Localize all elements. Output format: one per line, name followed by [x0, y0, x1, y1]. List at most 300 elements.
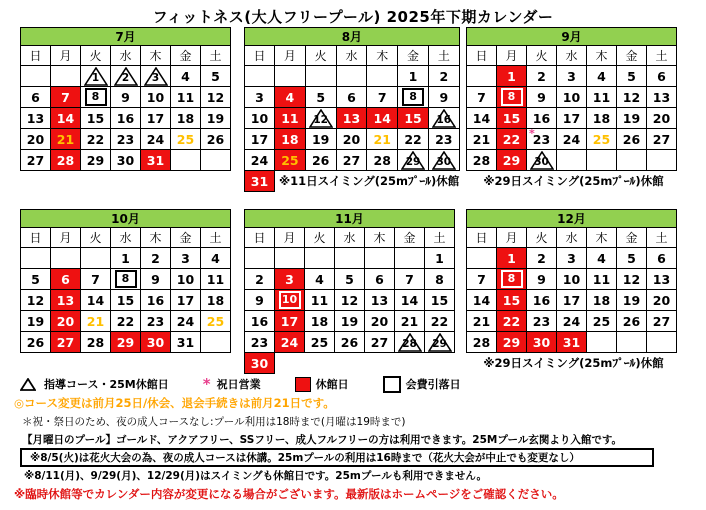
day-number: 23: [435, 131, 453, 147]
day-number: 11: [281, 110, 299, 126]
day-number: 14: [472, 292, 491, 308]
weekday-label: 土: [425, 228, 455, 248]
empty-cell: [275, 66, 306, 87]
day-number: 17: [562, 110, 581, 126]
day-cell: [587, 269, 617, 290]
day-cell: [467, 129, 497, 150]
note-swimming-closed: ※8/11(月)、9/29(月)、12/29(月)はスイミングも休館日です。25mプールも利用できません。: [24, 470, 487, 482]
day-number: 2: [255, 271, 264, 287]
empty-cell: [335, 248, 365, 269]
day-cell: [398, 87, 429, 108]
day-cell: [51, 150, 81, 171]
day-cell: [557, 248, 587, 269]
day-cell: [587, 108, 617, 129]
day-number: 15: [430, 292, 449, 308]
day-cell: [21, 108, 51, 129]
month-header: 12月: [467, 210, 677, 228]
legend-triangle-label: 指導コース・25M休館日: [44, 378, 169, 391]
day-cell: [557, 87, 587, 108]
weekday-label: 金: [395, 228, 425, 248]
empty-cell: [336, 66, 367, 87]
day-cell: [81, 269, 111, 290]
day-number: 12: [622, 89, 641, 105]
day-cell: [425, 311, 455, 332]
day-number: 1: [435, 250, 444, 266]
day-number: 28: [472, 152, 491, 168]
weekday-label: 日: [467, 46, 497, 66]
empty-cell: [617, 150, 647, 171]
day-cell: [275, 129, 306, 150]
day-cell: [617, 290, 647, 311]
day-cell: [497, 269, 527, 290]
day-number: 4: [181, 68, 190, 84]
day-number: 22: [430, 313, 449, 329]
day-number: 11: [592, 89, 611, 105]
day-number: 3: [151, 71, 160, 84]
day-cell: [201, 108, 231, 129]
day-number: 9: [151, 271, 160, 287]
day-number: 16: [146, 292, 165, 308]
day-cell: [497, 129, 527, 150]
day-number: 13: [342, 110, 361, 126]
weekday-label: 日: [21, 46, 51, 66]
day-cell: [81, 129, 111, 150]
month-header: 7月: [21, 28, 231, 46]
day-cell: [647, 269, 677, 290]
empty-cell: [171, 150, 201, 171]
day-number: 17: [280, 313, 299, 329]
weekday-label: 金: [171, 228, 201, 248]
weekday-label: 火: [305, 228, 335, 248]
day-number: 13: [26, 110, 45, 126]
day-number: 28: [373, 152, 391, 168]
day-cell: [51, 290, 81, 311]
day-number: 7: [477, 89, 486, 105]
day-number: 3: [567, 68, 576, 84]
day-number: 5: [627, 68, 636, 84]
day-number: 10: [279, 291, 301, 309]
day-cell: [336, 108, 367, 129]
day-cell: [201, 129, 231, 150]
day-number: 7: [61, 89, 70, 105]
weekday-label: 火: [527, 46, 557, 66]
day-cell: [425, 269, 455, 290]
day-number: 4: [597, 250, 606, 266]
day-cell: [305, 332, 335, 353]
day-cell: [395, 269, 425, 290]
day-cell: [201, 311, 231, 332]
day-number: 1: [507, 68, 516, 84]
day-number: 17: [250, 131, 269, 147]
day-number: 25: [206, 313, 225, 329]
day-number: 5: [316, 89, 326, 105]
day-cell: [395, 290, 425, 311]
empty-cell: [305, 66, 336, 87]
day-number: 29: [502, 152, 521, 168]
day-cell: [467, 108, 497, 129]
day-number: 8: [501, 88, 523, 106]
day-cell: [171, 66, 201, 87]
red-square-icon: [295, 377, 311, 392]
day-cell: [497, 87, 527, 108]
day-cell: [398, 150, 429, 171]
day-cell: [647, 129, 677, 150]
day-number: 17: [176, 292, 195, 308]
month-header: 10月: [21, 210, 231, 228]
day-cell: [365, 269, 395, 290]
day-cell: [335, 311, 365, 332]
day-number: 3: [285, 271, 294, 287]
day-number: 4: [597, 68, 606, 84]
day-cell: [141, 332, 171, 353]
day-number: 24: [176, 313, 195, 329]
day-cell: [141, 311, 171, 332]
day-number: 20: [652, 110, 671, 126]
legend: [20, 375, 495, 393]
day-cell: [527, 269, 557, 290]
day-number: 27: [370, 334, 389, 350]
day-cell: [305, 311, 335, 332]
day-cell: [51, 129, 81, 150]
day-number: 1: [507, 250, 516, 266]
day-cell: [81, 311, 111, 332]
day-cell: [245, 311, 275, 332]
month-calendar: [466, 209, 677, 374]
day-number: 12: [340, 292, 359, 308]
day-number: 29: [502, 334, 521, 350]
day-number: 7: [405, 271, 414, 287]
day-number: 12: [622, 271, 641, 287]
day-cell: [527, 66, 557, 87]
day-cell: [81, 87, 111, 108]
day-number: 27: [652, 131, 671, 147]
day-cell: [587, 87, 617, 108]
day-number: 31: [146, 152, 165, 168]
day-cell: [617, 269, 647, 290]
day-number: 22: [86, 131, 105, 147]
day-number: 7: [477, 271, 486, 287]
day-cell: [557, 129, 587, 150]
day-cell: [557, 332, 587, 353]
month-calendar: [244, 27, 460, 192]
day-number: 18: [310, 313, 329, 329]
day-cell: [335, 290, 365, 311]
day-cell: [111, 248, 141, 269]
day-number: 21: [472, 131, 491, 147]
day-cell: [81, 150, 111, 171]
day-cell: [21, 269, 51, 290]
day-number: 22: [116, 313, 135, 329]
day-cell: [201, 290, 231, 311]
day-number: 14: [56, 110, 75, 126]
weekday-label: 金: [171, 46, 201, 66]
weekday-label: 月: [275, 228, 305, 248]
note-monday-pool: 【月曜日のプール】ゴールド、アクアフリー、SSフリー、成人フルフリーの方は利用できます。25Mプール玄関より入館です。: [22, 434, 622, 446]
day-number: 19: [311, 131, 330, 147]
day-number: 1: [91, 71, 100, 84]
note-course-change: ◎コース変更は前月25日/休会、退会手続きは前月21日です。: [14, 396, 335, 410]
empty-cell: [21, 248, 51, 269]
day-cell: [21, 150, 51, 171]
day-number: 30: [146, 334, 165, 350]
day-number: 25: [592, 313, 611, 329]
day-number: 24: [562, 131, 581, 147]
day-number: 16: [436, 113, 452, 126]
month-header: 9月: [467, 28, 677, 46]
day-cell: [617, 311, 647, 332]
day-number: 31: [562, 334, 581, 350]
day-number: 2: [537, 250, 546, 266]
weekday-label: 土: [647, 228, 677, 248]
day-number: 9: [537, 271, 546, 287]
weekday-label: 木: [367, 46, 398, 66]
day-cell: [467, 332, 497, 353]
day-number: 6: [657, 68, 666, 84]
day-number: 13: [370, 292, 389, 308]
day-cell: [305, 290, 335, 311]
day-cell: [398, 108, 429, 129]
weekday-label: 火: [305, 46, 336, 66]
day-number: 6: [375, 271, 384, 287]
day-cell: [335, 269, 365, 290]
day-cell: [617, 248, 647, 269]
weekday-label: 金: [398, 46, 429, 66]
day-number: 15: [502, 292, 521, 308]
day-number: 23: [532, 313, 551, 329]
day-number: 31: [176, 334, 195, 350]
day-cell: [171, 87, 201, 108]
day-number: 20: [652, 292, 671, 308]
day-number: 9: [439, 89, 449, 105]
day-number: 16: [250, 313, 269, 329]
day-number: 30: [436, 155, 452, 168]
day-number: 18: [592, 110, 611, 126]
empty-cell: [201, 150, 231, 171]
day-cell: [81, 66, 111, 87]
day-cell: [335, 332, 365, 353]
day-cell: [428, 66, 459, 87]
day-cell: [111, 332, 141, 353]
day-number: 4: [285, 89, 295, 105]
day-cell: [201, 248, 231, 269]
day-number: 18: [176, 110, 195, 126]
empty-cell: [467, 66, 497, 87]
weekday-label: 日: [21, 228, 51, 248]
month-header: 11月: [245, 210, 455, 228]
day-cell: [141, 66, 171, 87]
day-number: 6: [61, 271, 70, 287]
day-cell: [275, 311, 305, 332]
day-number: 21: [472, 313, 491, 329]
day-cell: [587, 66, 617, 87]
day-cell: [467, 87, 497, 108]
weekday-label: 金: [617, 46, 647, 66]
day-number: 13: [652, 271, 671, 287]
day-cell: [428, 129, 459, 150]
day-number: 23: [116, 131, 135, 147]
day-number: 6: [31, 89, 40, 105]
day-number: 30: [534, 155, 549, 168]
day-number: 17: [562, 292, 581, 308]
day-cell: [617, 66, 647, 87]
empty-cell: [51, 66, 81, 87]
day-number: 16: [116, 110, 135, 126]
day-number: 10: [562, 89, 581, 105]
day-cell: [275, 150, 306, 171]
day-number: 5: [211, 68, 220, 84]
day-cell: [141, 248, 171, 269]
day-number: 9: [121, 89, 130, 105]
day-number: 12: [26, 292, 45, 308]
day-cell: [617, 129, 647, 150]
day-number: 7: [91, 271, 100, 287]
month-note: ※29日スイミング(25mﾌﾟｰﾙ)休館: [483, 174, 664, 189]
day-number: 20: [56, 313, 75, 329]
day-cell: [305, 150, 336, 171]
day-number: 5: [627, 250, 636, 266]
weekday-label: 木: [141, 228, 171, 248]
weekday-label: 月: [51, 46, 81, 66]
day-number: 1: [121, 250, 130, 266]
day-number: 5: [31, 271, 40, 287]
day-number: 30: [116, 152, 135, 168]
day-cell: [201, 87, 231, 108]
day-cell: [111, 66, 141, 87]
day-number: 11: [176, 89, 195, 105]
day-number: 11: [310, 292, 329, 308]
day-cell: [141, 108, 171, 129]
day-number: 10: [176, 271, 195, 287]
day-cell: [467, 269, 497, 290]
triangle-icon: [20, 378, 36, 391]
day-number: 23: [250, 334, 269, 350]
month-calendar: [244, 209, 455, 374]
month-calendar: [20, 27, 231, 171]
day-cell: [141, 269, 171, 290]
empty-cell: [395, 248, 425, 269]
legend-fee: [383, 376, 461, 393]
day-cell: [245, 150, 275, 171]
day-number: 14: [472, 110, 491, 126]
day-number: 21: [400, 313, 419, 329]
weekday-label: 月: [497, 46, 527, 66]
day-cell: [557, 108, 587, 129]
day-number: 22: [502, 131, 521, 147]
day-cell: [51, 87, 81, 108]
weekday-label: 火: [527, 228, 557, 248]
day-cell: [305, 87, 336, 108]
day-cell: [425, 290, 455, 311]
day-cell: [398, 129, 429, 150]
day-number: 13: [652, 89, 671, 105]
note-holiday-hours: ＊祝・祭日のため、夜の成人コースなし:プール利用は18時まで(月曜は19時まで): [22, 416, 406, 428]
empty-cell: [617, 332, 647, 353]
day-number: 27: [56, 334, 75, 350]
weekday-label: 木: [587, 46, 617, 66]
day-cell: [51, 269, 81, 290]
day-cell: [527, 248, 557, 269]
day-number: 29: [432, 337, 447, 350]
day-number: 23: [146, 313, 165, 329]
day-cell: [587, 311, 617, 332]
empty-cell: [647, 332, 677, 353]
day-cell: [497, 150, 527, 171]
day-number: 6: [657, 250, 666, 266]
day-number: 13: [56, 292, 75, 308]
day-cell: [587, 248, 617, 269]
weekday-label: 土: [647, 46, 677, 66]
day-cell: [647, 108, 677, 129]
day-cell: [395, 311, 425, 332]
day-number: 8: [85, 88, 107, 106]
empty-cell: [365, 248, 395, 269]
day-number: 15: [116, 292, 135, 308]
day-number: 19: [26, 313, 45, 329]
day-cell: [617, 87, 647, 108]
day-number: 16: [532, 292, 551, 308]
day-cell: [245, 269, 275, 290]
day-cell: [171, 108, 201, 129]
day-cell: [336, 150, 367, 171]
weekday-label: 月: [497, 228, 527, 248]
day-cell: [647, 248, 677, 269]
day-number: 21: [86, 313, 105, 329]
day-cell: [527, 332, 557, 353]
day-number: 28: [86, 334, 105, 350]
day-cell: [141, 87, 171, 108]
day-cell: [21, 129, 51, 150]
day-number: 7: [377, 89, 387, 105]
day-cell: [111, 150, 141, 171]
note-disclaimer: ※臨時休館等でカレンダー内容が変更になる場合がございます。最新版はホームページをご確認ください。: [14, 487, 564, 501]
day-cell: [647, 290, 677, 311]
day-number: 20: [342, 131, 361, 147]
day-number: 19: [622, 110, 641, 126]
day-number: 26: [340, 334, 359, 350]
day-cell: [81, 108, 111, 129]
day-number: 3: [255, 89, 264, 105]
weekday-label: 月: [51, 228, 81, 248]
empty-cell: [587, 150, 617, 171]
day-number: 26: [622, 313, 641, 329]
day-cell: [367, 87, 398, 108]
weekday-label: 水: [111, 228, 141, 248]
month-header: 8月: [245, 28, 460, 46]
day-number: 15: [404, 110, 422, 126]
day-cell: [497, 311, 527, 332]
weekday-label: 月: [275, 46, 306, 66]
day-number: 20: [26, 131, 45, 147]
day-number: 24: [250, 152, 269, 168]
day-number: 28: [56, 152, 75, 168]
day-cell: [365, 290, 395, 311]
empty-cell: [51, 248, 81, 269]
day-cell: [245, 332, 275, 353]
day-cell: [305, 108, 336, 129]
day-number: 28: [402, 337, 417, 350]
day-number: 18: [206, 292, 225, 308]
day-number: 16: [532, 110, 551, 126]
day-number: 9: [537, 89, 546, 105]
day-cell: [171, 248, 201, 269]
day-number: 23: [532, 131, 551, 147]
day-number: 17: [146, 110, 165, 126]
day-cell: [141, 129, 171, 150]
weekday-label: 水: [557, 46, 587, 66]
day-number: 8: [402, 88, 424, 106]
day-number: 30: [532, 334, 551, 350]
day-number: 8: [501, 270, 523, 288]
